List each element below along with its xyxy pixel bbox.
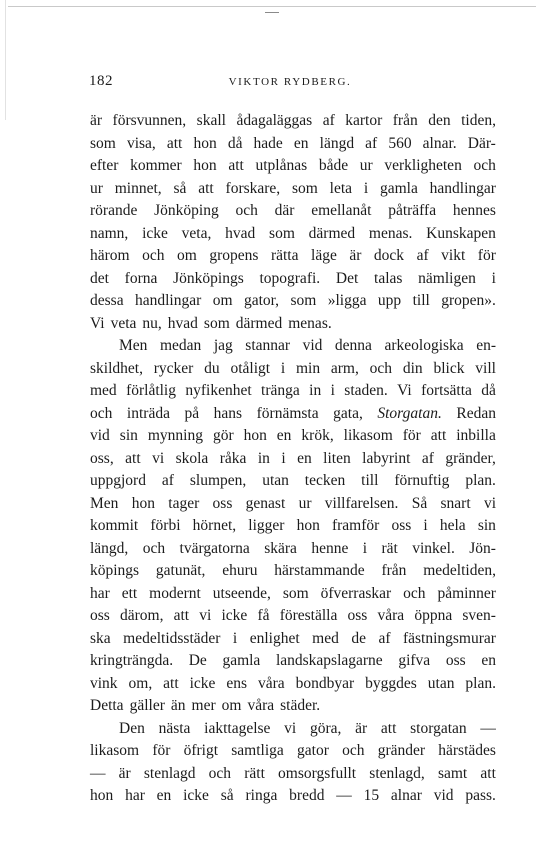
text-line: oss, att vi skola råka in i en liten labyrint af gränder, bbox=[90, 449, 496, 467]
text-line: längd, och tvärgatorna skära henne i rät vinkel. Jön- bbox=[90, 539, 496, 557]
text-line: kommit förbi hörnet, ligger hon framför oss i hela sin bbox=[90, 517, 496, 534]
text-line: uppgjord af slumpen, utan tecken till förnuftig plan. bbox=[90, 472, 496, 489]
page-number: 182 bbox=[89, 73, 113, 89]
text-line: rörande Jönköping och där emellanåt påträffa hennes bbox=[90, 202, 496, 219]
top-edge-rule bbox=[8, 6, 536, 7]
text-line: vink om, att icke ens våra bondbyar byggdes utan plan. bbox=[90, 674, 496, 692]
page-left-edge bbox=[5, 0, 6, 120]
text-line: dessa handlingar om gator, som »ligga upp till gropen». bbox=[90, 292, 496, 309]
text-line: Detta gäller än mer om våra städer. bbox=[90, 697, 321, 714]
text-line: härom och om gropens rätta läge är dock af vikt för bbox=[90, 247, 496, 264]
text-line: det forna Jönköpings topografi. Det talas nämligen i bbox=[90, 269, 496, 287]
running-head: VIKTOR RYDBERG. bbox=[228, 76, 352, 88]
text-line: hon har en icke så ringa bredd — 15 alnar vid pass. bbox=[90, 787, 496, 804]
text-line: — är stenlagd och rätt omsorgsfullt stenlagd, samt att bbox=[90, 764, 496, 782]
text-line: och inträda på hans förnämsta gata, Storgatan. Redan bbox=[90, 404, 496, 422]
text-line: kringträngda. De gamla landskapslagarne gifva oss en bbox=[90, 652, 496, 669]
text-line: oss därom, att vi icke få föreställa oss våra öppna sven- bbox=[90, 607, 496, 624]
text-line: ur minnet, så att forskare, som leta i gamla handlingar bbox=[90, 179, 496, 197]
text-line: ska medeltidsstäder i enlighet med de af fästningsmurar bbox=[90, 629, 496, 647]
text-line: namn, icke veta, hvad som därmed menas. Kunskapen bbox=[90, 224, 496, 242]
text-line: har ett modernt utseende, som öfverraskar och påminner bbox=[90, 584, 496, 602]
top-edge-mark bbox=[265, 12, 279, 13]
text-line: vid sin mynning gör hon en krök, likasom för att inbilla bbox=[90, 427, 496, 444]
text-line: är försvunnen, skall ådagaläggas af kartor från den tiden, bbox=[90, 112, 496, 129]
text-line: Den nästa iakttagelse vi göra, är att storgatan — bbox=[119, 719, 496, 737]
text-line: med förlåtlig nyfikenhet tränga in i staden. Vi fortsätta då bbox=[90, 382, 496, 399]
text-line: Men medan jag stannar vid denna arkeologiska en- bbox=[119, 337, 496, 354]
text-line: efter kommer hon att utplånas både ur verkligheten och bbox=[90, 157, 496, 174]
text-line: Vi veta nu, hvad som därmed menas. bbox=[90, 314, 332, 332]
text-line: skildhet, rycker du otåligt i min arm, och din blick vill bbox=[90, 359, 496, 377]
body-text bbox=[90, 110, 496, 808]
text-line: som visa, att hon då hade en längd af 560 alnar. Där- bbox=[90, 134, 496, 152]
text-line: likasom för öfrigt samtliga gator och gränder härstädes bbox=[90, 742, 496, 759]
text-line: Men hon tager oss genast ur villfarelsen. Så snart vi bbox=[90, 494, 496, 512]
text-line: köpings gatunät, ehuru härstammande från medeltiden, bbox=[90, 562, 496, 579]
